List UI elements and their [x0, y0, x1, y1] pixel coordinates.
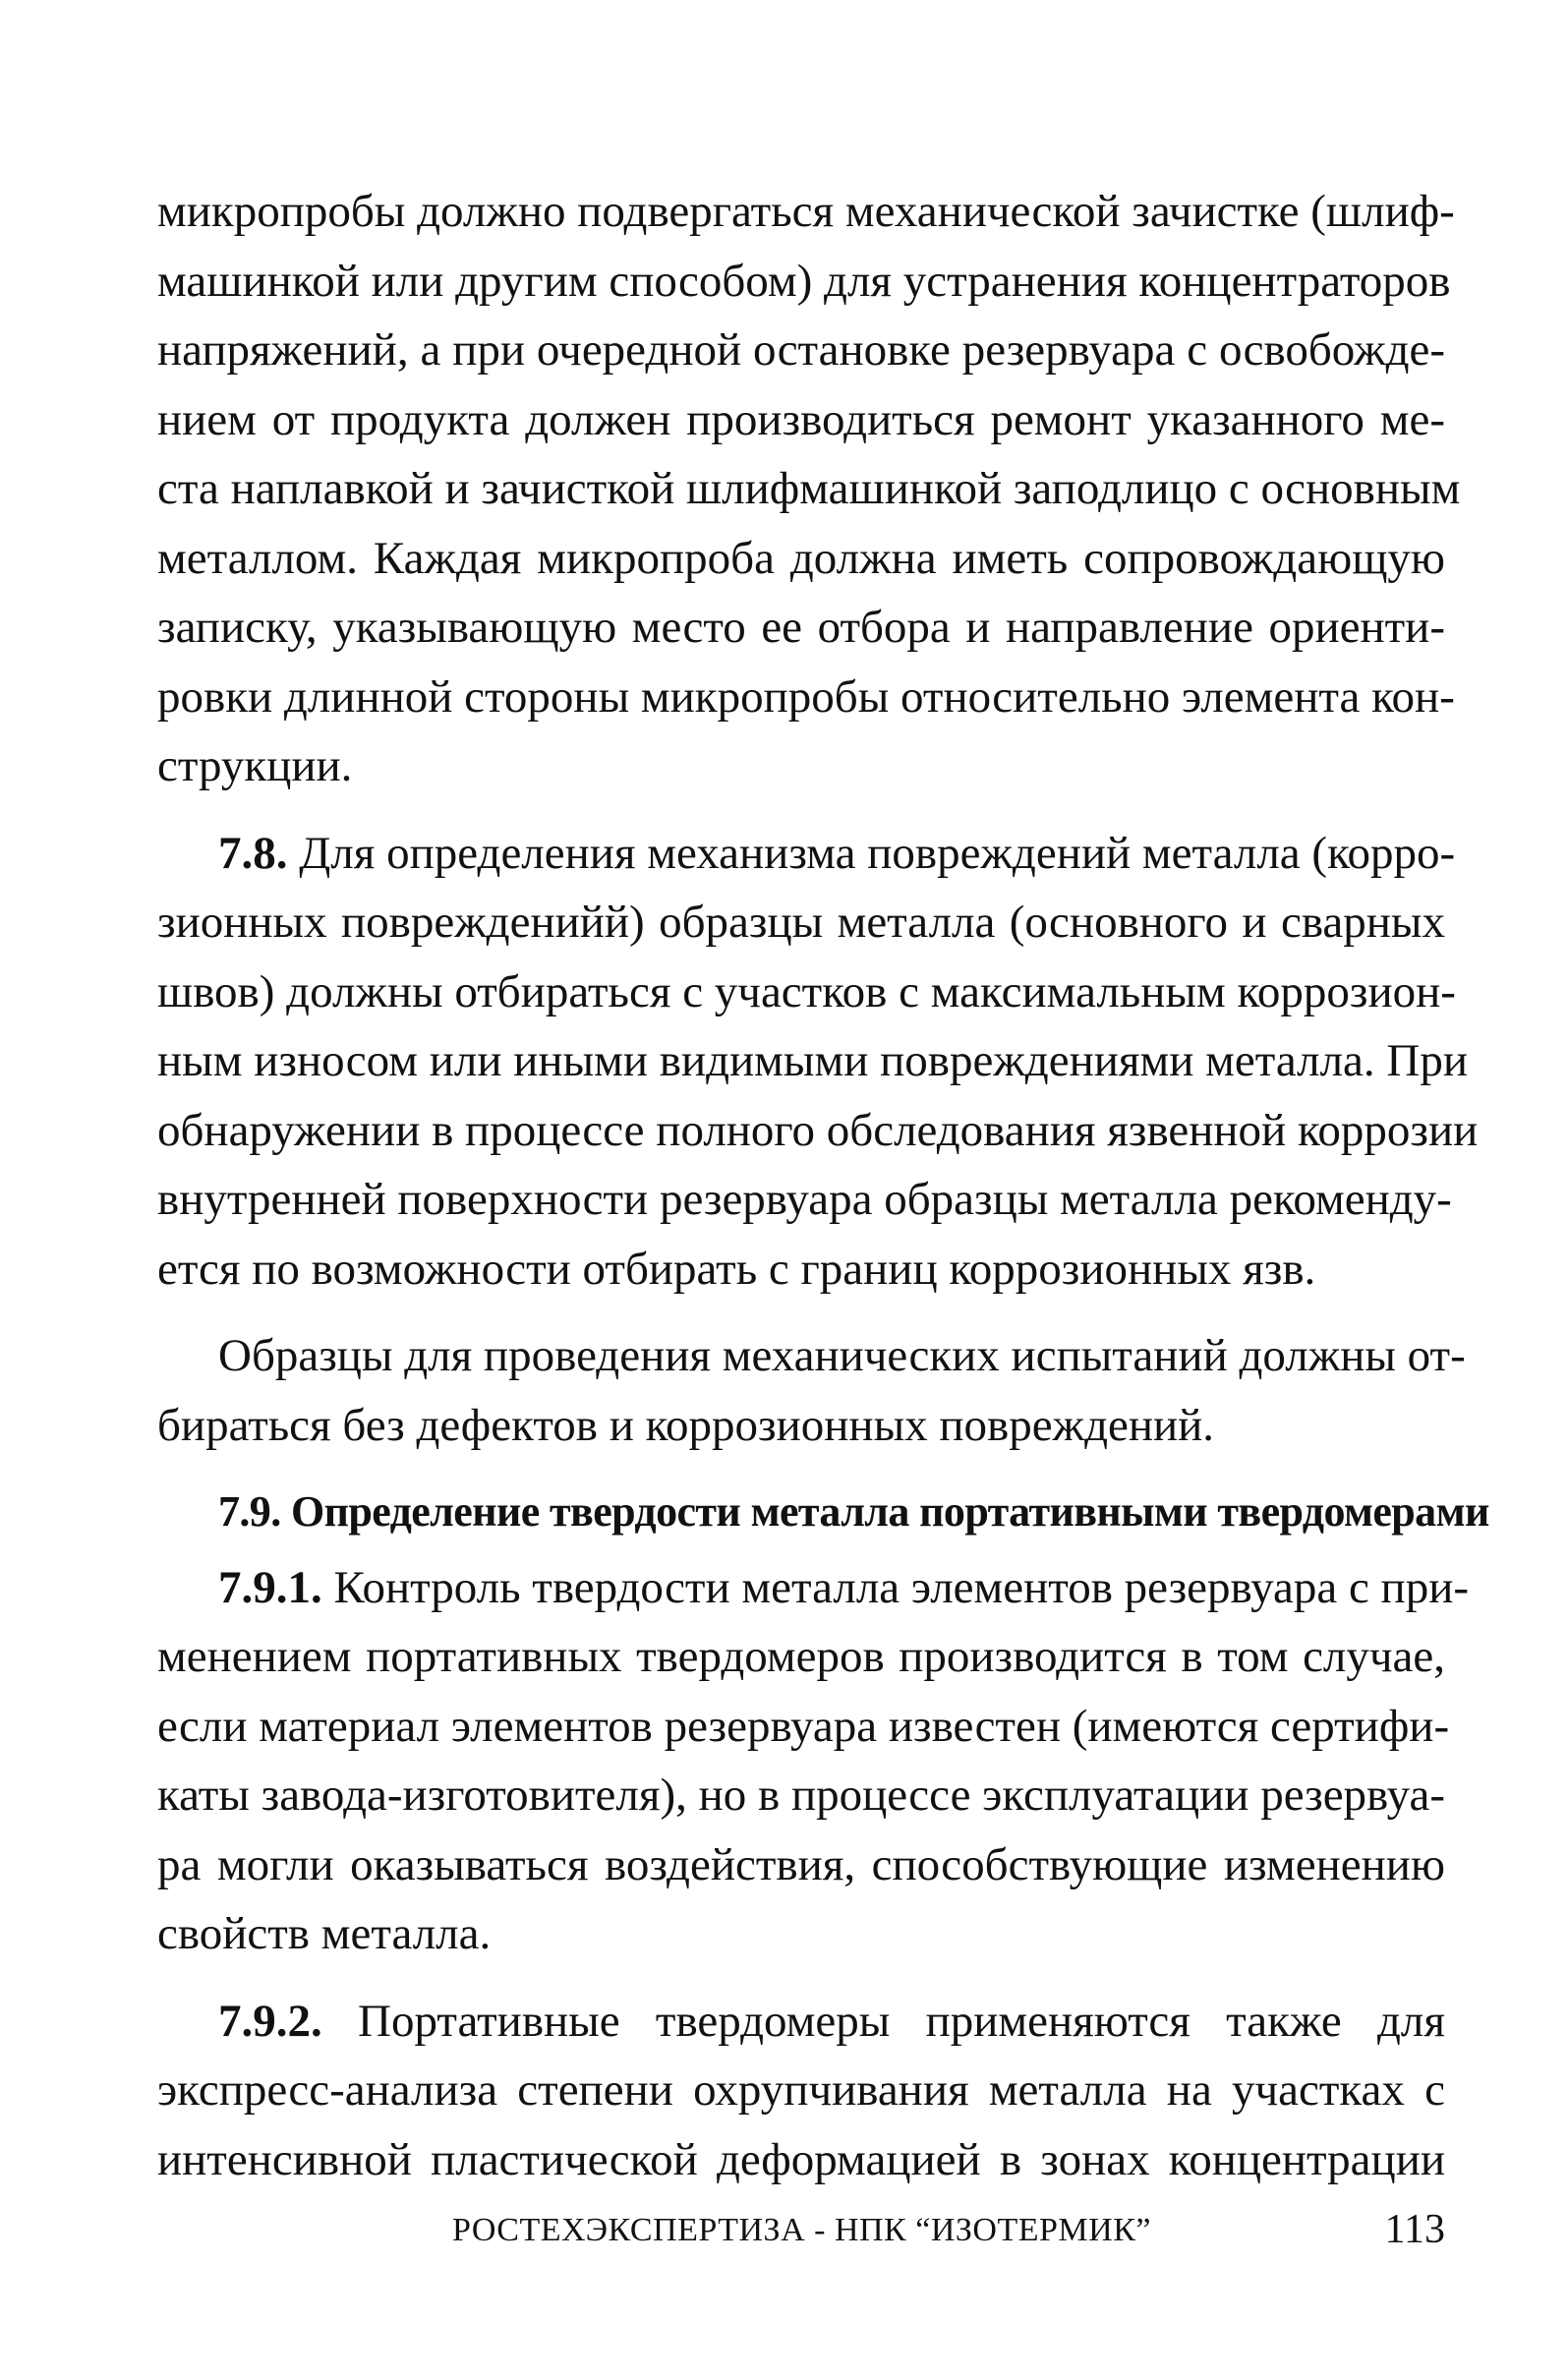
section-number: 7.9.2.: [218, 1995, 322, 2047]
text-line: ровки длинной стороны микропробы относительно элемента кон-: [157, 670, 1455, 723]
section-number: 7.8.: [218, 827, 288, 879]
text-line: ста наплавкой и зачисткой шлифмашинкой заподлицо с основным: [157, 463, 1461, 514]
text-line: швов) должны отбираться с участков с максимальным коррозион-: [157, 965, 1456, 1017]
text-line: машинкой или другим способом) для устранения концентраторов: [157, 255, 1451, 307]
text-line: ра могли оказываться воздействия, способствующие изменению: [157, 1838, 1445, 1890]
text-fragment: Для определения механизма повреждений металла (корро-: [287, 827, 1456, 879]
paragraph-samples: [157, 1321, 1466, 1460]
text-line: менением портативных твердомеров производится в том случае,: [157, 1631, 1445, 1682]
paragraph-7-8: [157, 819, 1479, 1305]
text-line: внутренней поверхности резервуара образцы металла рекоменду-: [157, 1174, 1452, 1225]
section-heading-7-9: [157, 1478, 1489, 1547]
paragraph-7-9-1: [157, 1553, 1470, 1969]
text-line: металлом. Каждая микропроба должна иметь сопровождающую: [157, 532, 1445, 584]
text-line: ется по возможности отбирать с границ коррозионных язв.: [157, 1243, 1316, 1295]
text-line: микропробы должно подвергаться механической зачистке (шлиф-: [157, 186, 1455, 237]
text-line: обнаружении в процессе полного обследования язвенной коррозии: [157, 1104, 1479, 1156]
text-line: зионных поврежденийй) образцы металла (основного и сварных: [157, 897, 1445, 948]
section-heading: 7.9. Определение твердости металла портативными твердомерами: [218, 1487, 1489, 1536]
text-line: Образцы для проведения механических испытаний должны от-: [218, 1330, 1466, 1381]
text-line: нием от продукта должен производиться ремонт указанного ме-: [157, 393, 1445, 445]
page-number: 113: [1384, 2207, 1445, 2252]
text-line: струкции.: [157, 740, 353, 791]
text-line: если материал элементов резервуара известен (имеются сертифи-: [157, 1700, 1450, 1752]
page-footer: [157, 2202, 1445, 2261]
section-number: 7.9.1.: [218, 1561, 322, 1613]
paragraph-microprobe: [157, 177, 1461, 801]
text-line: [157, 1553, 1470, 1623]
text-line: экспресс-анализа степени охрупчивания металла на участках с: [157, 2064, 1445, 2116]
paragraph-7-9-2: [157, 1987, 1445, 2195]
text-line: [157, 1987, 1445, 2057]
text-line: интенсивной пластической деформацией в зонах концентрации: [157, 2133, 1445, 2185]
text-line: свойств металла.: [157, 1908, 492, 1959]
text-line: ным износом или иными видимыми повреждениями металла. При: [157, 1035, 1469, 1086]
text-line: записку, указывающую место ее отбора и направление ориенти-: [157, 602, 1445, 653]
text-fragment: Контроль твердости металла элементов резервуара с при-: [321, 1561, 1470, 1613]
footer-publisher: РОСТЕХЭКСПЕРТИЗА - НПК “ИЗОТЕРМИК”: [452, 2212, 1151, 2248]
text-line: каты завода-изготовителя), но в процессе эксплуатации резервуа-: [157, 1770, 1446, 1821]
text-fragment: Портативные твердомеры применяются также для: [321, 1995, 1445, 2047]
text-line: [157, 819, 1456, 889]
text-line: напряжений, а при очередной остановке резервуара с освобожде-: [157, 324, 1445, 376]
page-body: [157, 177, 1489, 2194]
text-line: бираться без дефектов и коррозионных повреждений.: [157, 1399, 1215, 1451]
